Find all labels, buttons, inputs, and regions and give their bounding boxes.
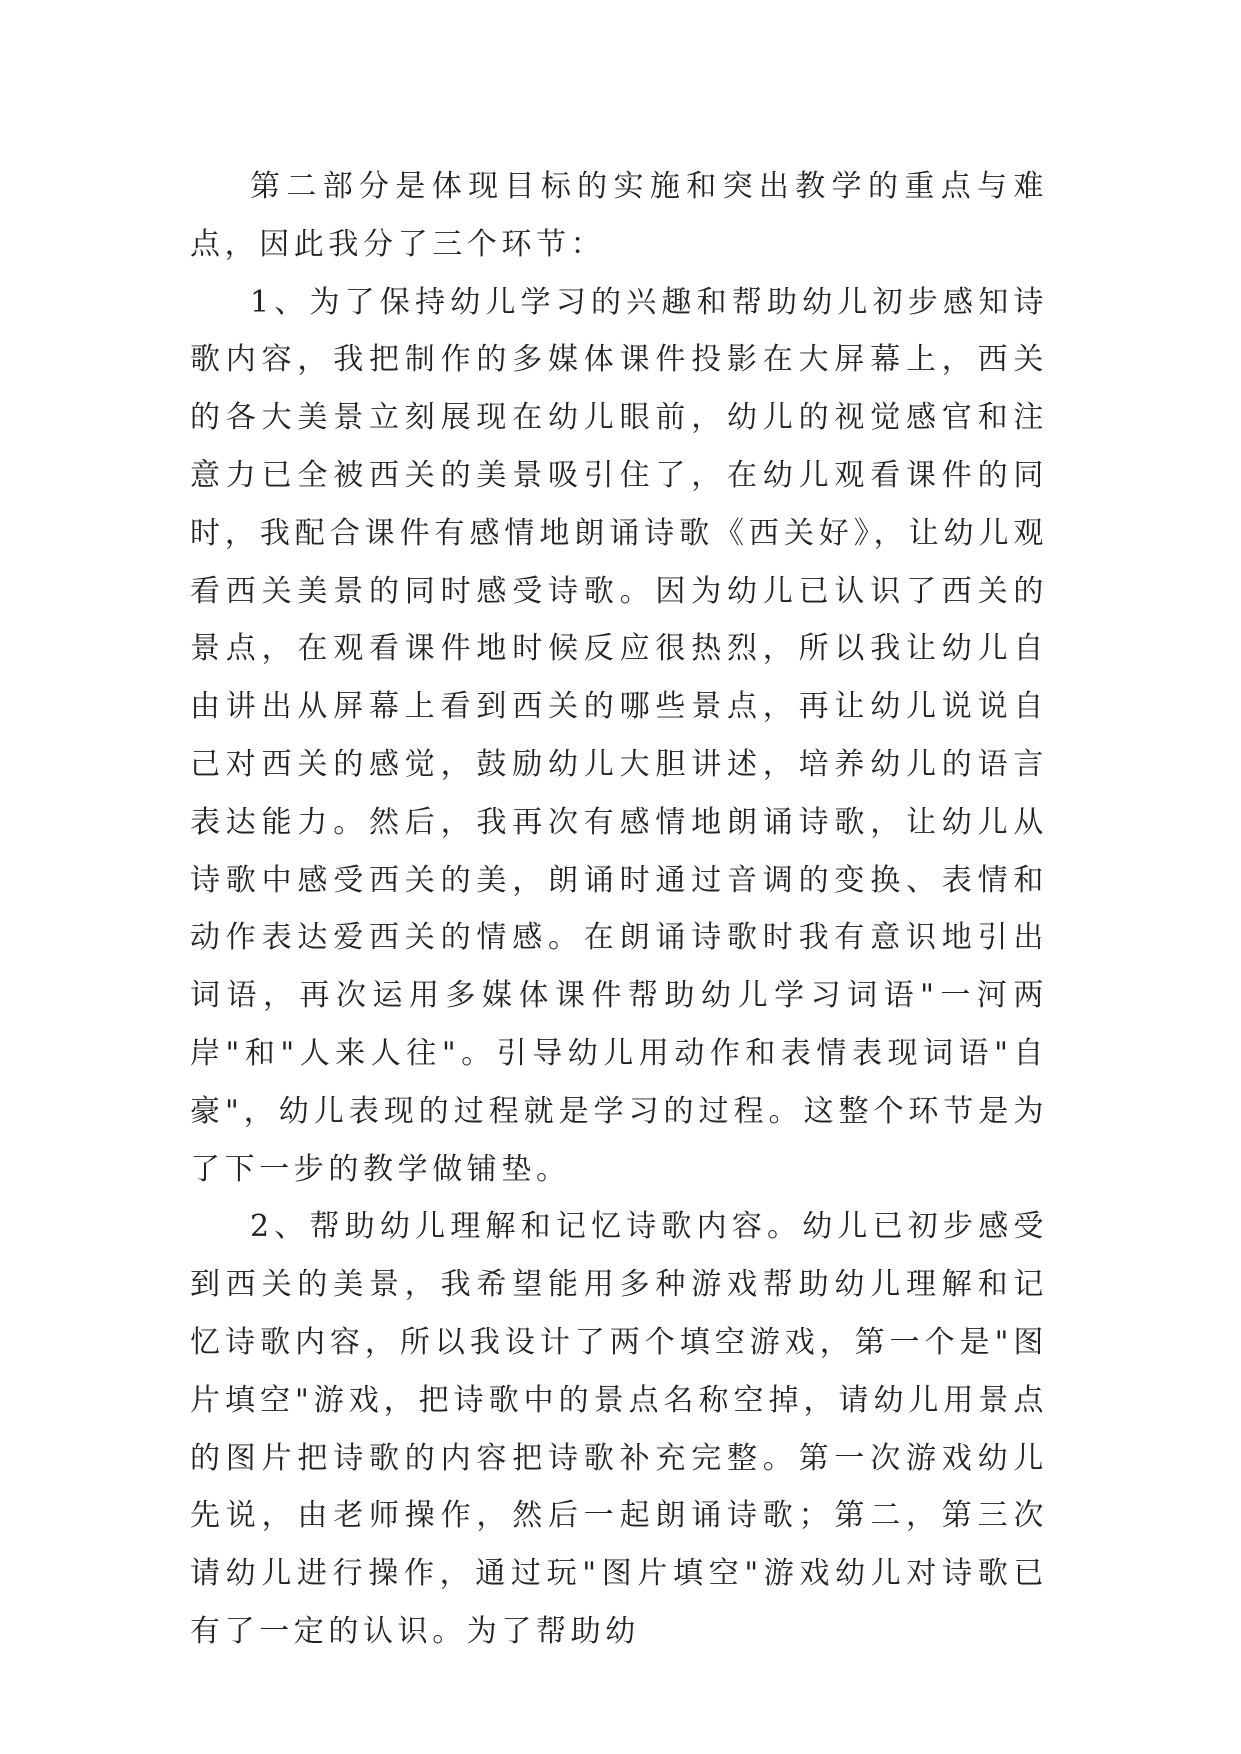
paragraph-step-2: 2、帮助幼儿理解和记忆诗歌内容。幼儿已初步感受到西关的美景，我希望能用多种游戏帮助幼儿理解和记忆诗歌内容，所以我设计了两个填空游戏，第一个是"图片填空"游戏，把诗歌中的景点名称空掉，请幼儿用景点的图片把诗歌的内容把诗歌补充完整。第一次游戏幼儿先说，由老师操作，然后一起朗诵诗歌；第二，第三次请幼儿进行操作，通过玩"图片填空"游戏幼儿对诗歌已有了一定的认识。为了帮助幼: [190, 1209, 1048, 1649]
paragraph-step-1: 1、为了保持幼儿学习的兴趣和帮助幼儿初步感知诗歌内容，我把制作的多媒体课件投影在大屏幕上，西关的各大美景立刻展现在幼儿眼前，幼儿的视觉感官和注意力已全被西关的美景吸引住了，在幼儿观看课件的同时，我配合课件有感情地朗诵诗歌《西关好》，让幼儿观看西关美景的同时感受诗歌。因为幼儿已认识了西关的景点，在观看课件地时候反应很热烈，所以我让幼儿自由讲出从屏幕上看到西关的哪些景点，再让幼儿说说自己对西关的感觉，鼓励幼儿大胆讲述，培养幼儿的语言表达能力。然后，我再次有感情地朗诵诗歌，让幼儿从诗歌中感受西关的美，朗诵时通过音调的变换、表情和动作表达爱西关的情感。在朗诵诗歌时我有意识地引出词语，再次运用多媒体课件帮助幼儿学习词语"一河两岸"和"人来人往"。引导幼儿用动作和表情表现词语"自豪"，幼儿表现的过程就是学习的过程。这整个环节是为了下一步的教学做铺垫。: [190, 284, 1048, 1187]
paragraph-intro: 第二部分是体现目标的实施和突出教学的重点与难点，因此我分了三个环节：: [190, 169, 1048, 262]
document-body: [190, 158, 1048, 1661]
